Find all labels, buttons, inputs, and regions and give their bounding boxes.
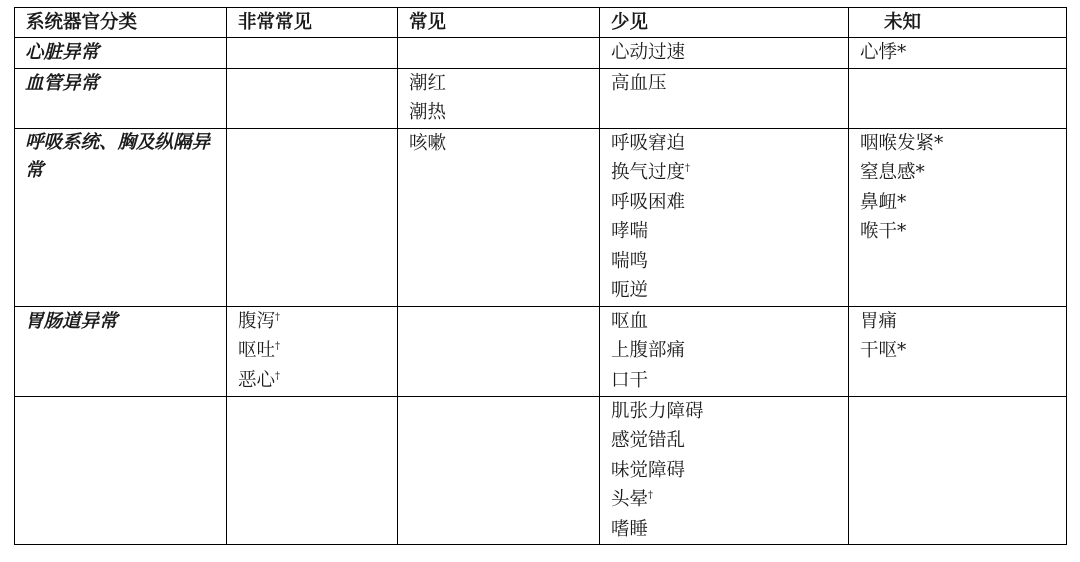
header-uncommon: 少见	[600, 8, 849, 38]
unknown-cell	[849, 396, 1067, 545]
reaction-text: 高血压	[611, 72, 667, 94]
reaction-text: 喘鸣	[611, 250, 649, 272]
reaction-text: 嗜睡	[611, 518, 649, 540]
reaction-text: 腹泻	[238, 310, 276, 332]
reaction-term	[860, 158, 1066, 188]
organ-class-cell	[15, 396, 227, 545]
dagger-mark: †	[275, 340, 281, 352]
reaction-text: 呼吸困难	[611, 191, 686, 213]
reaction-text: 心悸*	[860, 42, 907, 63]
header-unknown: 未知	[849, 8, 1067, 38]
common-cell	[398, 306, 600, 396]
common-cell	[398, 68, 600, 128]
reaction-text: 上腹部痛	[611, 340, 686, 361]
reaction-term	[611, 307, 848, 337]
header-very-common: 非常常见	[227, 8, 398, 38]
very-common-cell	[227, 306, 398, 396]
reaction-term	[611, 158, 848, 188]
reaction-text: 心动过速	[611, 42, 686, 63]
reaction-term	[611, 426, 848, 456]
reaction-text: 窒息感*	[860, 162, 925, 183]
reaction-term	[238, 307, 397, 337]
reaction-term	[611, 485, 848, 515]
reaction-text: 喉干*	[860, 221, 907, 242]
reaction-text: 呃逆	[611, 280, 649, 301]
reaction-text: 呕血	[611, 310, 649, 332]
uncommon-cell	[600, 306, 849, 396]
dagger-mark: †	[648, 489, 654, 501]
reaction-text: 咳嗽	[409, 132, 447, 154]
uncommon-cell	[600, 396, 849, 545]
reaction-term	[611, 247, 848, 277]
table-row	[15, 68, 1067, 128]
dagger-mark: †	[685, 162, 691, 174]
table-row	[15, 306, 1067, 396]
header-organ-class: 系统器官分类	[15, 8, 227, 38]
reaction-term	[611, 515, 848, 545]
reaction-text: 感觉错乱	[611, 430, 686, 451]
reaction-term	[860, 336, 1066, 366]
reaction-text: 胃痛	[860, 310, 898, 332]
dagger-mark: †	[275, 370, 281, 382]
very-common-cell	[227, 128, 398, 306]
reaction-term	[860, 188, 1066, 218]
dagger-mark: †	[275, 311, 281, 323]
reaction-text: 鼻衄*	[860, 191, 907, 213]
very-common-cell	[227, 68, 398, 128]
reaction-term	[409, 129, 599, 159]
table-row	[15, 396, 1067, 545]
unknown-cell	[849, 38, 1067, 69]
reaction-text: 头晕	[611, 489, 649, 510]
unknown-cell	[849, 306, 1067, 396]
very-common-cell	[227, 38, 398, 69]
reaction-text: 潮红	[409, 72, 447, 94]
reaction-term	[860, 38, 1066, 68]
reaction-term	[611, 456, 848, 486]
header-row	[15, 8, 1067, 38]
reaction-text: 肌张力障碍	[611, 400, 704, 422]
reaction-text: 呕吐	[238, 340, 276, 361]
reaction-term	[611, 188, 848, 218]
uncommon-cell	[600, 128, 849, 306]
reaction-text: 口干	[611, 369, 649, 391]
reaction-text: 干呕*	[860, 340, 907, 361]
reaction-text: 味觉障碍	[611, 459, 686, 481]
reaction-text: 恶心	[238, 369, 276, 391]
reaction-term	[860, 217, 1066, 247]
header-common: 常见	[398, 8, 600, 38]
reaction-term	[611, 397, 848, 427]
common-cell	[398, 38, 600, 69]
reaction-term	[860, 129, 1066, 159]
unknown-cell	[849, 68, 1067, 128]
reaction-text: 哮喘	[611, 221, 649, 242]
reaction-term	[611, 69, 848, 99]
reaction-text: 呼吸窘迫	[611, 132, 686, 154]
common-cell	[398, 128, 600, 306]
organ-class-cell: 心脏异常	[15, 38, 227, 69]
reaction-text: 咽喉发紧*	[860, 132, 944, 154]
reaction-term	[611, 336, 848, 366]
reaction-term	[611, 276, 848, 306]
uncommon-cell	[600, 38, 849, 69]
table-body	[15, 8, 1067, 545]
reaction-term	[238, 366, 397, 396]
unknown-cell	[849, 128, 1067, 306]
reaction-term	[611, 366, 848, 396]
table-row	[15, 38, 1067, 69]
reaction-term	[409, 98, 599, 128]
very-common-cell	[227, 396, 398, 545]
reaction-term	[860, 307, 1066, 337]
reaction-term	[611, 217, 848, 247]
reaction-term	[611, 129, 848, 159]
reaction-term	[409, 69, 599, 99]
organ-class-cell: 胃肠道异常	[15, 306, 227, 396]
adverse-reactions-table	[14, 7, 1067, 545]
organ-class-cell: 血管异常	[15, 68, 227, 128]
common-cell	[398, 396, 600, 545]
uncommon-cell	[600, 68, 849, 128]
organ-class-cell: 呼吸系统、胸及纵隔异常	[15, 128, 227, 306]
table-row	[15, 128, 1067, 306]
reaction-text: 潮热	[409, 102, 447, 123]
reaction-text: 换气过度	[611, 162, 686, 183]
reaction-term	[611, 38, 848, 68]
reaction-term	[238, 336, 397, 366]
